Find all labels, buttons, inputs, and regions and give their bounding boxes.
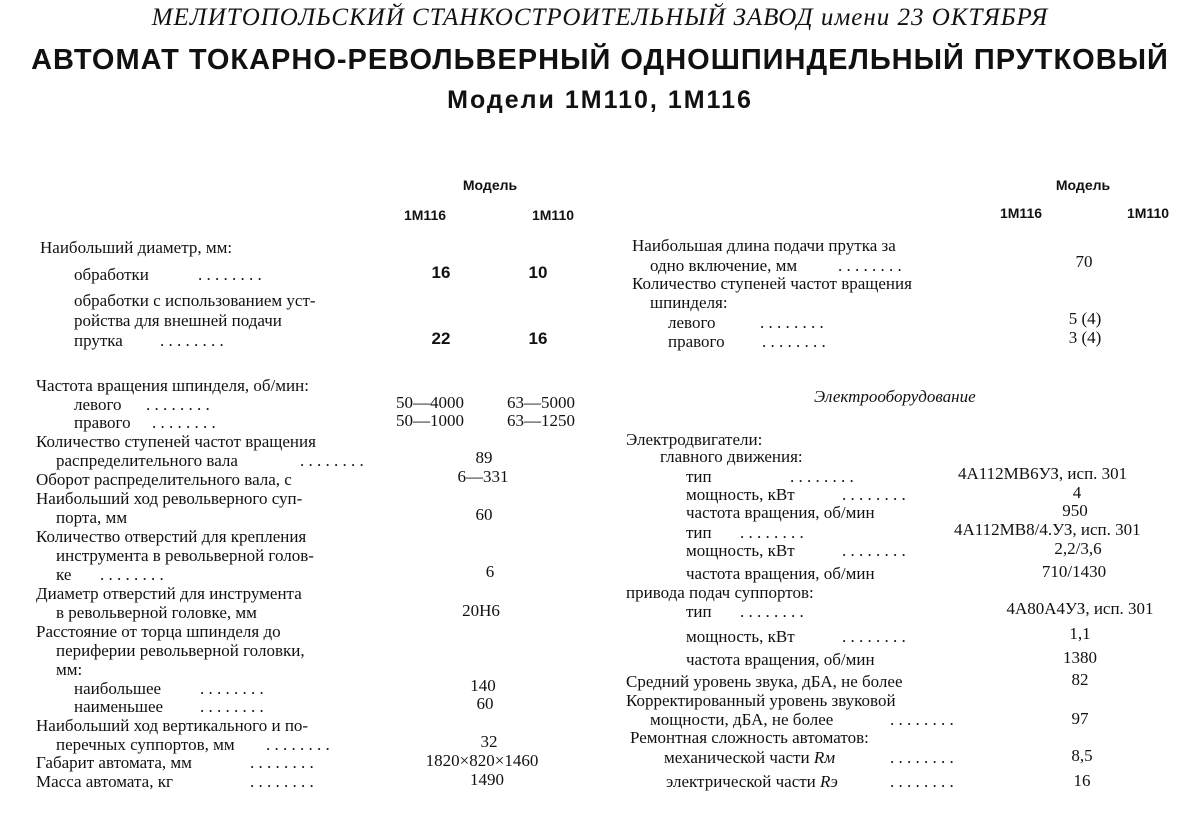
holes-line2: инструмента в револьверной голов- xyxy=(56,546,314,565)
leader-dots: . . . . . . . . xyxy=(152,413,216,432)
bar-feed-m110-value: 16 xyxy=(528,329,548,348)
min-label: наименьшее xyxy=(74,697,164,716)
leader-dots: . . . . . . . . xyxy=(198,265,262,284)
feed-drive-label: привода подач суппортов: xyxy=(626,583,814,602)
dimensions-label: Габарит автомата, мм xyxy=(36,753,192,772)
acoustic-line1: Корректированный уровень звуковой xyxy=(626,691,896,710)
bar-feed-line2: ройства для внешней подачи xyxy=(74,311,282,330)
bar-feed-line1: обработки с использованием уст- xyxy=(74,291,316,310)
spindle-speed-label: Частота вращения шпинделя, об/мин: xyxy=(36,376,309,395)
power3-label: мощность, кВт xyxy=(686,627,795,646)
holes-line1: Количество отверстий для крепления xyxy=(36,527,307,546)
dist-shaft-steps-line2: распределительного вала xyxy=(56,451,238,470)
factory-name: МЕЛИТОПОЛЬСКИЙ СТАНКОСТРОИТЕЛЬНЫЙ ЗАВОД имени 23 ОКТЯБРЯ xyxy=(151,4,1049,31)
speed1-label: частота вращения, об/мин xyxy=(686,503,875,522)
spindle-right-m116-value: 50—1000 xyxy=(396,411,464,430)
power2-value: 2,2/3,6 xyxy=(1054,539,1102,558)
leader-dots: . . . . . . . . xyxy=(842,627,906,646)
dist-shaft-rev-value: 6—331 xyxy=(457,467,509,486)
main-drive-label: главного движения: xyxy=(660,447,803,466)
right-model-header: Модель xyxy=(1055,177,1111,193)
mech-value: 8,5 xyxy=(1071,746,1093,765)
right-m116-header: 1М116 xyxy=(999,205,1043,221)
type2-label: тип xyxy=(686,523,712,542)
spindle-left-m110-value: 63—5000 xyxy=(507,393,575,412)
min-value: 60 xyxy=(476,694,494,713)
leader-dots: . . . . . . . . xyxy=(790,467,854,486)
elec-repair-label xyxy=(666,772,838,791)
elec-symbol: Rэ xyxy=(820,772,838,791)
spindle-left-m116-value: 50—4000 xyxy=(396,393,464,412)
leader-dots: . . . . . . . . xyxy=(842,541,906,560)
bar-feed-len-value: 70 xyxy=(1075,252,1093,271)
machining-m116-value: 16 xyxy=(431,263,451,282)
spindle-steps-line2: шпинделя: xyxy=(650,293,728,312)
holes-line3: ке xyxy=(56,565,72,584)
max-value: 140 xyxy=(470,676,496,695)
leader-dots: . . . . . . . . xyxy=(250,753,314,772)
mass-label: Масса автомата, кг xyxy=(36,772,173,791)
power3-value: 1,1 xyxy=(1069,624,1091,643)
distance-line1: Расстояние от торца шпинделя до xyxy=(36,622,281,641)
bar-feed-len-line1: Наибольшая длина подачи прутка за xyxy=(632,236,896,255)
power2-label: мощность, кВт xyxy=(686,541,795,560)
leader-dots: . . . . . . . . xyxy=(842,485,906,504)
left-m110-header: 1М110 xyxy=(531,207,575,223)
hole-diam-value: 20Н6 xyxy=(462,601,500,620)
spindle-right-label: правого xyxy=(74,413,131,432)
left-m116-header: 1М116 xyxy=(403,207,447,223)
leader-dots: . . . . . . . . xyxy=(160,331,224,350)
acoustic-value: 97 xyxy=(1071,709,1089,728)
right-m110-header: 1М110 xyxy=(1126,205,1170,221)
noise-value: 82 xyxy=(1071,670,1089,689)
turret-stroke-line1: Наибольший ход револьверного суп- xyxy=(36,489,303,508)
hole-diam-line1: Диаметр отверстий для инструмента xyxy=(36,584,302,603)
holes-value: 6 xyxy=(485,562,495,581)
leader-dots: . . . . . . . . xyxy=(762,332,826,351)
type1-label: тип xyxy=(686,467,712,486)
speed3-label: частота вращения, об/мин xyxy=(686,650,875,669)
type2-value: 4А112МВ8/4.УЗ, исп. 301 xyxy=(954,520,1141,539)
left-model-header: Модель xyxy=(462,177,518,193)
power1-value: 4 xyxy=(1072,483,1082,502)
noise-label: Средний уровень звука, дБА, не более xyxy=(626,672,903,691)
turret-stroke-value: 60 xyxy=(475,505,493,524)
machining-label: обработки xyxy=(74,265,149,284)
dist-shaft-rev-label: Оборот распределительного вала, с xyxy=(36,470,292,489)
distance-line3: мм: xyxy=(56,660,83,679)
hole-diam-line2: в револьверной головке, мм xyxy=(56,603,257,622)
speed2-label: частота вращения, об/мин xyxy=(686,564,875,583)
dist-shaft-steps-line1: Количество ступеней частот вращения xyxy=(36,432,316,451)
type1-value: 4А112МВ6УЗ, исп. 301 xyxy=(958,464,1128,483)
type3-value: 4А80А4УЗ, исп. 301 xyxy=(1006,599,1154,618)
right-left-label: левого xyxy=(668,313,716,332)
leader-dots: . . . . . . . . xyxy=(200,679,264,698)
turret-stroke-line2: порта, мм xyxy=(56,508,128,527)
leader-dots: . . . . . . . . xyxy=(890,748,954,767)
mech-label-text: механической части xyxy=(664,748,810,767)
cross-stroke-value: 32 xyxy=(480,732,498,751)
distance-line2: периферии револьверной головки, xyxy=(56,641,305,660)
cross-stroke-line1: Наибольший ход вертикального и по- xyxy=(36,716,309,735)
speed2-value: 710/1430 xyxy=(1041,562,1107,581)
max-label: наибольшее xyxy=(74,679,162,698)
leader-dots: . . . . . . . . xyxy=(740,602,804,621)
spindle-left-label: левого xyxy=(74,395,122,414)
leader-dots: . . . . . . . . xyxy=(300,451,364,470)
leader-dots: . . . . . . . . xyxy=(890,772,954,791)
max-diameter-label: Наибольший диаметр, мм: xyxy=(40,238,233,257)
leader-dots: . . . . . . . . xyxy=(740,523,804,542)
leader-dots: . . . . . . . . xyxy=(266,735,330,754)
leader-dots: . . . . . . . . xyxy=(890,710,954,729)
repair-label: Ремонтная сложность автоматов: xyxy=(630,728,869,747)
power1-label: мощность, кВт xyxy=(686,485,795,504)
bar-feed-line3: прутка xyxy=(74,331,123,350)
dimensions-value: 1820×820×1460 xyxy=(425,751,539,770)
dist-shaft-steps-value: 89 xyxy=(475,448,493,467)
models-subtitle: Модели 1М110, 1М116 xyxy=(447,86,753,114)
machining-m110-value: 10 xyxy=(528,263,548,282)
document-title: АВТОМАТ ТОКАРНО-РЕВОЛЬВЕРНЫЙ ОДНОШПИНДЕЛЬНЫЙ ПРУТКОВЫЙ xyxy=(31,44,1169,76)
right-right-value: 3 (4) xyxy=(1068,328,1102,347)
leader-dots: . . . . . . . . xyxy=(200,697,264,716)
leader-dots: . . . . . . . . xyxy=(760,313,824,332)
elec-label-text: электрической части xyxy=(666,772,816,791)
leader-dots: . . . . . . . . xyxy=(838,256,902,275)
leader-dots: . . . . . . . . xyxy=(100,565,164,584)
cross-stroke-line2: перечных суппортов, мм xyxy=(56,735,235,754)
leader-dots: . . . . . . . . xyxy=(250,772,314,791)
motors-label: Электродвигатели: xyxy=(626,430,763,449)
mech-symbol: Rм xyxy=(813,748,836,767)
right-left-value: 5 (4) xyxy=(1068,309,1102,328)
mass-value: 1490 xyxy=(470,770,504,789)
spindle-steps-line1: Количество ступеней частот вращения xyxy=(632,274,912,293)
electrical-section-title: Электрооборудование xyxy=(814,387,976,406)
speed1-value: 950 xyxy=(1062,501,1088,520)
bar-feed-len-line2: одно включение, мм xyxy=(650,256,798,275)
elec-value: 16 xyxy=(1073,771,1091,790)
type3-label: тип xyxy=(686,602,712,621)
speed3-value: 1380 xyxy=(1063,648,1097,667)
spindle-right-m110-value: 63—1250 xyxy=(507,411,575,430)
acoustic-line2: мощности, дБА, не более xyxy=(650,710,834,729)
right-right-label: правого xyxy=(668,332,725,351)
leader-dots: . . . . . . . . xyxy=(146,395,210,414)
mech-repair-label xyxy=(664,748,835,767)
bar-feed-m116-value: 22 xyxy=(431,329,451,348)
